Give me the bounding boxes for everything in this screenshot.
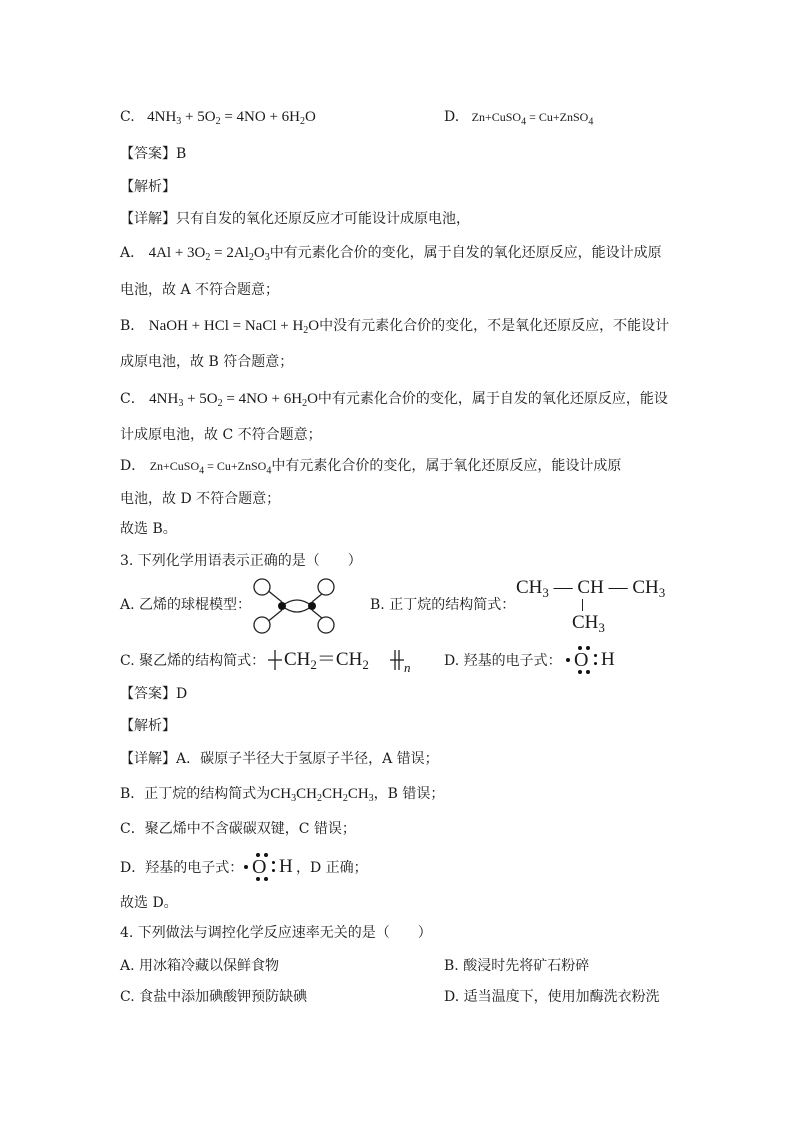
- shared-electron-dot: [594, 662, 597, 665]
- top-option-c: [120, 107, 316, 127]
- explain-b-line2: 成原电池，故 B 符合题意；: [120, 354, 294, 370]
- answer-line: 【答案】B: [120, 146, 187, 162]
- conclusion: 故选 D。: [120, 895, 178, 911]
- isobutane-structure-top: $CH_3$ — CH — $CH_3$: [516, 577, 666, 600]
- shared-electron-dot: [272, 861, 275, 864]
- lone-electron-dot: [566, 658, 570, 662]
- option-b: B. 酸浸时先将矿石粉碎: [444, 958, 590, 974]
- hydrogen-symbol: H: [279, 856, 293, 877]
- explain-a-line1: A． $4Al + 3O_2 = 2Al_2O_3$中有元素化合价的变化，属于自发的氧化还原反应，能设计成原: [120, 245, 662, 263]
- equation: $4NH_3 + 5O_2 = 4NO + 6H_2O$: [147, 109, 316, 127]
- equation: Zn+CuSO$_4$ = Cu+ZnSO$_4$: [149, 459, 272, 477]
- isobutane-structure-branch: $CH_3$: [572, 612, 605, 635]
- option-c-label: C. 聚乙烯的结构简式：: [120, 653, 266, 669]
- polyethylene-structure: [268, 646, 418, 676]
- detail-d-post: ，D 正确；: [296, 860, 368, 876]
- option-label: D.: [444, 109, 460, 125]
- detail-a-line: 【详解】A．碳原子半径大于氢原子半径，A 错误；: [120, 751, 439, 767]
- branch-bond: [582, 599, 583, 611]
- equation: NaOH + HCl = NaCl + $H_2O$: [148, 318, 320, 336]
- explain-c-line2: 计成原电池，故 C 不符合题意；: [120, 427, 322, 443]
- right-bracket-icon: [390, 648, 404, 672]
- ethylene-ball-stick-model: [248, 578, 340, 634]
- detail-c-line: C．聚乙烯中不含碳碳双键，C 错误；: [120, 821, 356, 837]
- shared-electron-dot: [594, 654, 597, 657]
- option-a-label: A. 乙烯的球棍模型：: [120, 597, 252, 613]
- shared-electron-dot: [272, 869, 275, 872]
- conclusion: 故选 B。: [120, 521, 177, 537]
- explain-d-line1: D． Zn+CuSO$_4$ = Cu+ZnSO$_4$中有元素化合价的变化，属于氧化还原反应，能设计成原: [120, 458, 622, 477]
- explain-c-line1: C． $4NH_3 + 5O_2 = 4NO + 6H_2O$中有元素化合价的变化，属于自发的氧化还原反应，能设: [120, 391, 668, 409]
- equation: $4NH_3 + 5O_2 = 4NO + 6H_2O$: [149, 391, 318, 409]
- detail-d-line: D．羟基的电子式：: [120, 860, 244, 876]
- hydrogen-symbol: H: [601, 649, 615, 670]
- hydroxyl-electron-formula: [244, 851, 304, 885]
- option-b-label: B. 正丁烷的结构简式：: [370, 597, 516, 613]
- option-c: C. 食盐中添加碘酸钾预防缺碘: [120, 989, 308, 1005]
- detail-b-line: B．正丁烷的结构简式为$CH_3CH_2CH_2CH_3$，B 错误；: [120, 786, 445, 804]
- polymer-unit: $CH_2=CH_2$: [284, 649, 369, 672]
- hydroxyl-electron-formula: [566, 644, 626, 678]
- detail-line: [120, 209, 470, 229]
- question-stem: 4. 下列做法与调控化学反应速率无关的是（ ）: [120, 925, 432, 941]
- analysis-heading: 【解析】: [120, 718, 176, 734]
- question-stem: 3. 下列化学用语表示正确的是（ ）: [120, 553, 362, 569]
- option-label: C.: [120, 109, 135, 125]
- explain-d-line2: 电池，故 D 不符合题意；: [120, 491, 281, 507]
- equation: $4Al + 3O_2 = 2Al_2O_3$: [148, 245, 270, 263]
- equation: Zn+CuSO$_4$ = Cu+ZnSO$_4$: [471, 110, 594, 128]
- analysis-heading: 【解析】: [120, 179, 176, 195]
- detail-tag: 【详解】: [120, 211, 176, 227]
- option-d: D. 适当温度下，使用加酶洗衣粉洗: [444, 989, 660, 1005]
- option-d-label: D. 羟基的电子式：: [444, 653, 562, 669]
- left-bracket-icon: [268, 648, 282, 672]
- polymer-n: n: [404, 660, 411, 675]
- equation: $CH_3CH_2CH_2CH_3$: [270, 786, 374, 804]
- answer-line: 【答案】D: [120, 686, 188, 702]
- option-a: A. 用冰箱冷藏以保鲜食物: [120, 958, 280, 974]
- detail-text: 只有自发的氧化还原反应才可能设计成原电池，: [176, 211, 470, 227]
- explain-a-line2: 电池，故 A 不符合题意；: [120, 282, 280, 298]
- oxygen-symbol: O: [252, 856, 267, 878]
- oxygen-symbol: O: [574, 649, 589, 671]
- top-option-d: [444, 107, 593, 132]
- lone-electron-dot: [244, 865, 248, 869]
- explain-b-line1: B． NaOH + HCl = NaCl + $H_2O$中没有元素化合价的变化，不是氧化还原反应，不能设计: [120, 318, 670, 336]
